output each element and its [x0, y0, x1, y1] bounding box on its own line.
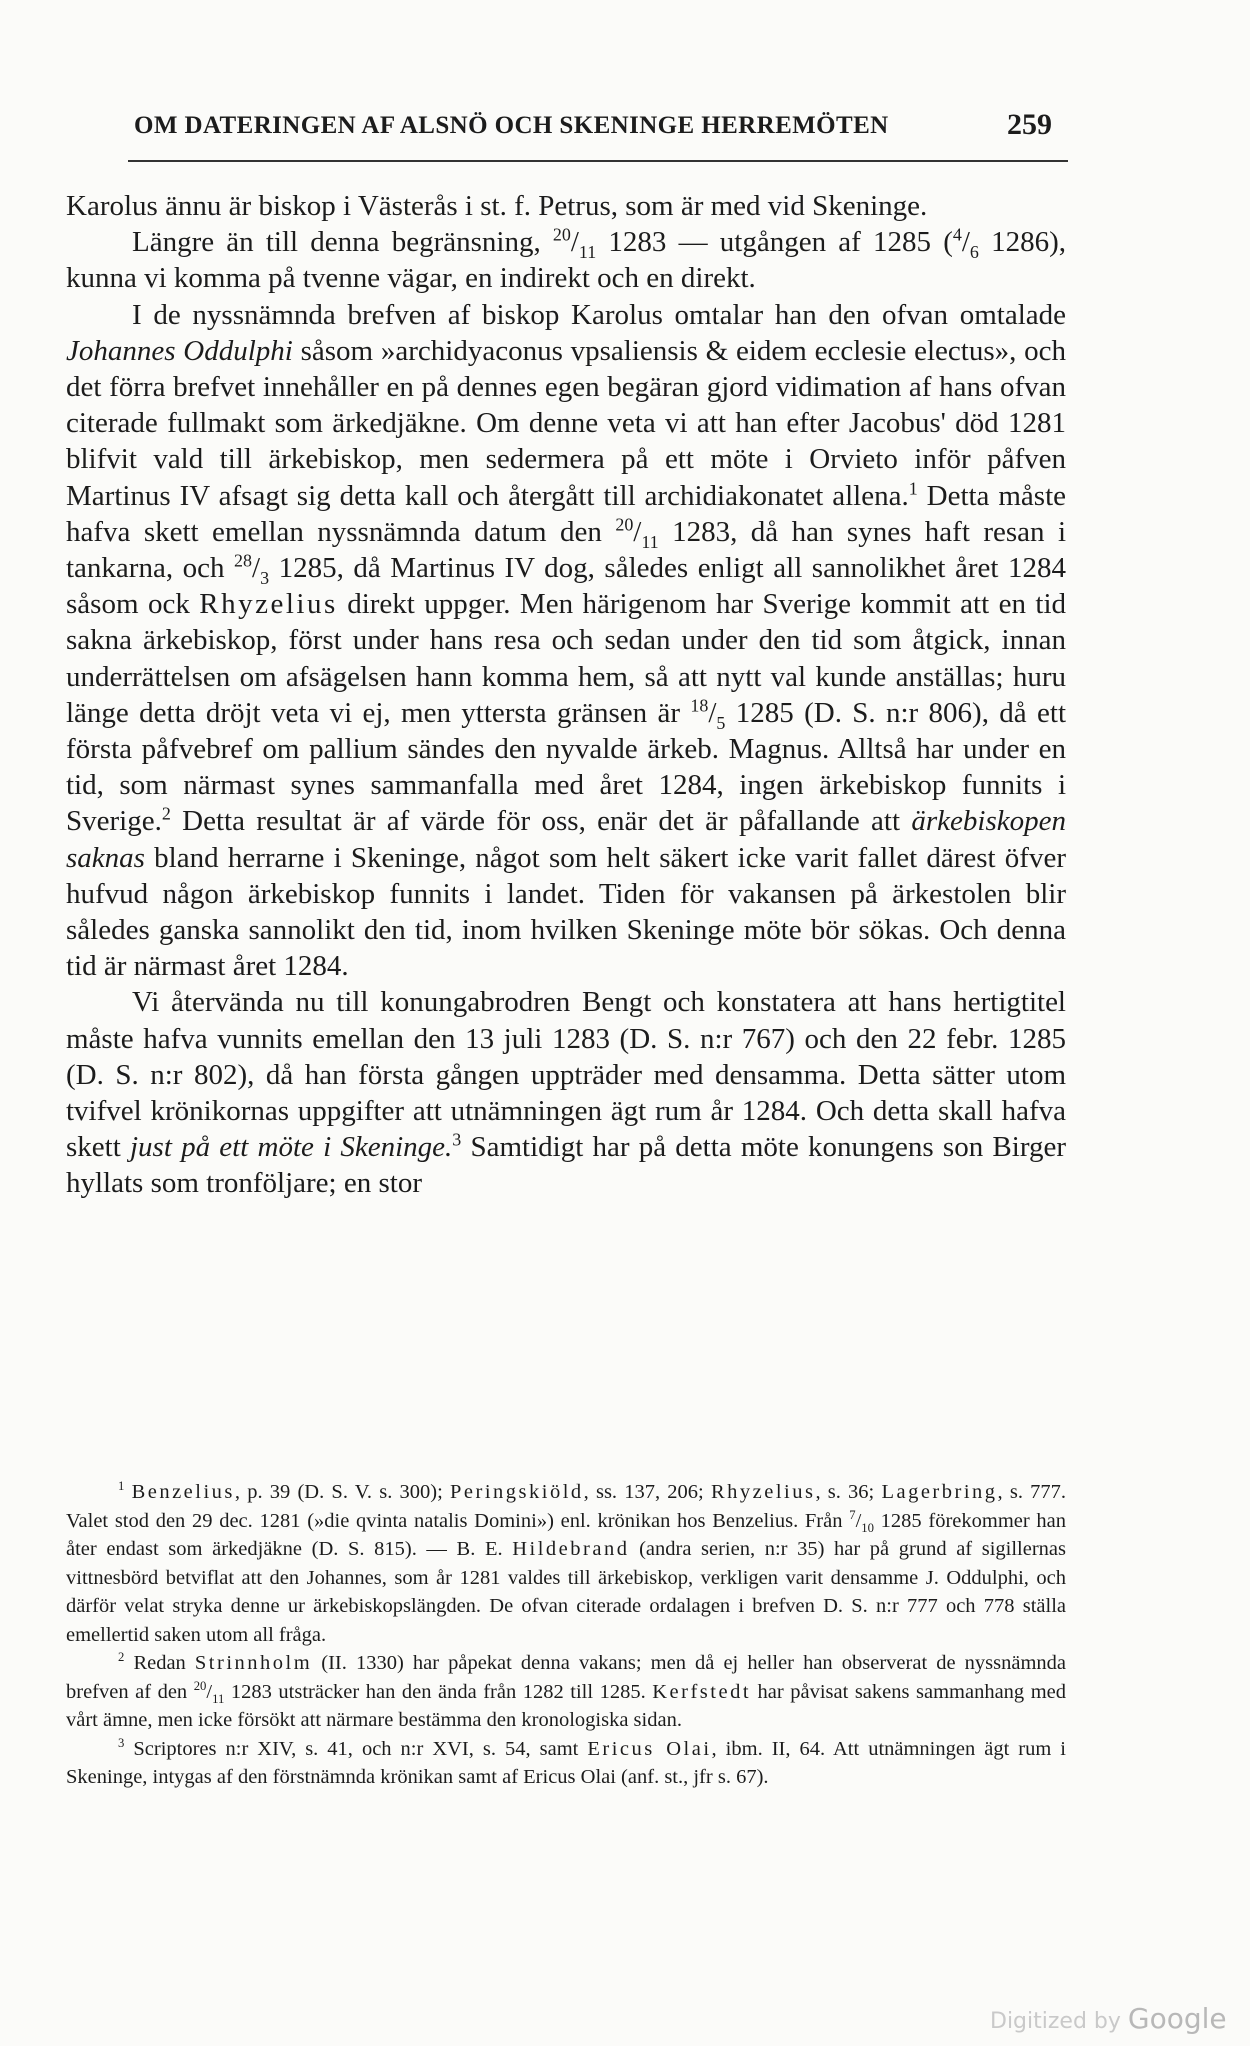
footnote-ref-2[interactable]: 2: [161, 803, 171, 824]
footnote-1: $^1$ Benzelius, p. 39 (D. S. V. s. 300); Peringskiöld, ss. 137, 206; Rhyzelius, s. 36; Lagerbring, s. 777. Valet stod den 29 dec. 1281 (»die qvinta natalis Domini») enl. krönikan hos Benzelius. Från $^7/_{10}$ 1285 förekommer han åter endast som ärkedjäkne (D. S. 815). — B. E. Hildebrand (andra serien, n:r 35) har på grund af sigillernas vittnesbörd betviflat att den Johannes, som år 1281 valdes till ärkebiskop, verkligen varit densamme J. Oddulphi, och därför velat stryka denne ur ärkebiskopslängden. De ofvan citerade ordalagen i brefven D. S. n:r 777 och 778 ställa emellertid saken utom all fråga.: [66, 1479, 1067, 1646]
footnote-ref-1[interactable]: 1: [908, 477, 918, 498]
emphasis-mote-i-skeninge: just på ett möte i Skeninge.: [129, 1131, 453, 1164]
footnote-2: $^2$ Redan Strinnholm (II. 1330) har påpekat denna vakans; men då ej heller han observerat de nyssnämnda brefven af den $^{20}/_{11}$ 1283 utsträcker han den ända från 1282 till 1285. Kerfstedt har påvisat sakens sammanhang med vårt ämne, men icke försökt att närmare bestämma den kronologiska sidan.: [66, 1650, 1066, 1731]
paragraph-1: Karolus ännu är biskop i Västerås i st. f. Petrus, som är med vid Skeninge.: [66, 190, 928, 222]
google-logo: Google: [1127, 2002, 1227, 2035]
paragraph-3: I de nyssnämnda brefven af biskop Karolus omtalar han den ofvan omtalade Johannes Oddulphi såsom »archidyaconus vpsaliensis & eidem ecclesie electus», och det förra brefvet innehåller en på dennes egen begäran gjord vidimation af hans ofvan citerade fullmakt som ärkedjäkne. Om denne veta vi att han efter Jacobus' död 1281 blifvit vald till ärkebiskop, men sedermera på ett möte i Orvieto inför påfven Martinus IV afsagt sig detta kall och återgått till archidiakonatet allena.$^1$ Detta måste hafva skett emellan nyssnämnda datum den $^{20}/_{11}$ 1283, då han synes haft resan i tankarna, och $^{28}/_3$ 1285, då Martinus IV dog, således enligt all sannolikhet året 1284 såsom ock Rhyzelius direkt uppger. Men härigenom har Sverige kommit att en tid sakna ärkebiskop, först under hans resa och sedan under den tid som åtgick, innan underrättelsen om afsägelsen hann komma hem, så att nytt val kunde anställas; huru länge detta dröjt veta vi ej, men yttersta gränsen är $^{18}/_5$ 1285 (D. S. n:r 806), då ett första påfvebref om pallium sändes den nyvalde ärkeb. Magnus. Alltså har under en tid, som närmast synes sammanfalla med året 1284, ingen ärkebiskop funnits i Sverige.$^2$ Detta resultat är af värde för oss, enär det är påfallande att ärkebiskopen saknas bland herrarne i Skeninge, något som helt säkert icke varit fallet därest öfver hufvud någon ärkebiskop funnits i landet. Tiden för vakansen på ärkestolen blir således ganska sannolikt den tid, inom hvilken Skeninge möte bör sökas. Och denna tid är närmast året 1284.: [66, 298, 1067, 983]
footnote-3: $^3$ Scriptores n:r XIV, s. 41, och n:r XVI, s. 54, samt Ericus Olai, ibm. II, 64. Att utnämningen ägt rum i Skeninge, intygas af den förstnämnda krönikan samt af Ericus Olai (anf. st., jfr s. 67).: [66, 1735, 1067, 1788]
footnotes: [66, 1478, 1066, 1792]
page-header: [66, 108, 1066, 152]
name-rhyzelius: Rhyzelius: [199, 588, 338, 621]
running-head: OM DATERINGEN AF ALSNÖ OCH SKENINGE HERREMÖTEN: [134, 112, 889, 139]
emphasis-arkebiskopen-saknas: ärkebiskopen saknas: [66, 805, 1066, 874]
footnote-ref-3[interactable]: 3: [452, 1129, 462, 1150]
paragraph-2: Längre än till denna begränsning, $^{20}/_{11}$ 1283 — utgången af 1285 ($^4/_6$ 1286), kunna vi komma på tvenne vägar, en indirekt och en direkt.: [66, 224, 1066, 295]
body-text: [66, 188, 1066, 1202]
digitized-by-google-watermark: Digitized by Google: [990, 2002, 1227, 2035]
name-johannes-oddulphi: Johannes Oddulphi: [66, 334, 293, 367]
paragraph-4: Vi återvända nu till konungabrodren Bengt och konstatera att hans hertigtitel måste hafva vunnits emellan den 13 juli 1283 (D. S. n:r 767) och den 22 febr. 1285 (D. S. n:r 802), då han första gången uppträder med densamma. Detta sätter utom tvifvel krönikornas uppgifter att utnämningen ägt rum år 1284. Och detta skall hafva skett just på ett möte i Skeninge.$^3$ Samtidigt har på detta möte konungens son Birger hyllats som tronföljare; en stor: [66, 986, 1066, 1200]
header-rule: [128, 160, 1068, 162]
page-number: 259: [1007, 108, 1052, 141]
